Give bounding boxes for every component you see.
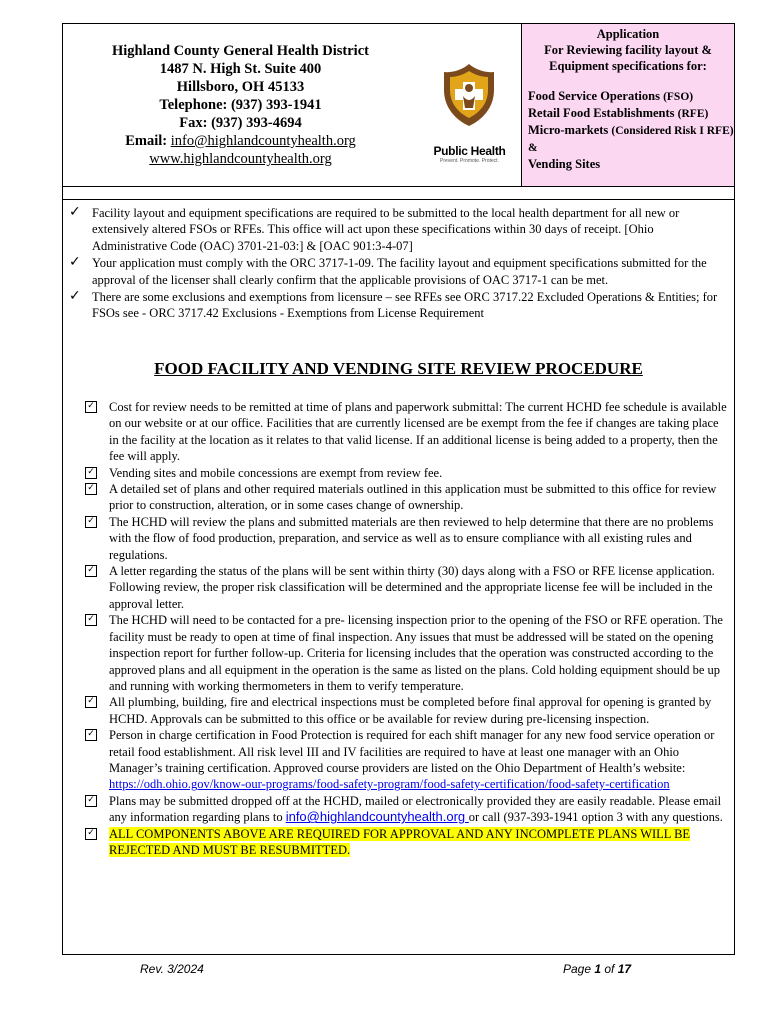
- submission-email-link[interactable]: info@highlandcountyhealth.org: [285, 809, 469, 825]
- requirements-checklist: [69, 205, 729, 323]
- checked-box-icon: ✓: [85, 696, 97, 708]
- checklist-item: ✓ Facility layout and equipment specifications are required to be submitted to the local health department for all new or extensively altered FSOs or RFEs. This office will act upon these specifications within 30 days of receipt. [Ohio Administrative Code (OAC) 3701-21-03:] & [OAC 901:3-4-07]: [69, 204, 680, 253]
- telephone: Telephone: (937) 393-1941: [159, 97, 322, 113]
- checklist-item: ✓ Your application must comply with the ORC 3717-1-09. The facility layout and equipment specifications submitted for the approval of the licenser shall clearly confirm that the applicable provisions of OAC 3717-1 can be met.: [69, 254, 707, 287]
- op-micromarkets: Micro-markets (Considered Risk I RFE) &: [528, 123, 734, 154]
- application-heading: Application For Reviewing facility layout & Equipment specifications for:: [544, 27, 712, 73]
- checked-box-icon: ✓: [85, 729, 97, 741]
- procedure-item-certification: ✓ Person in charge certification in Food Protection is required for each shift manager for any new food service operation or retail food establishment. All risk level III and IV facilities are required to have at least one manager with an Ohio Manager’s training certification. Approved course providers are listed on the Ohio Department of Health’s website: https://odh.ohio.gov/know-our-programs/food-safety-program/food-safety-certification/food-safety-certification: [85, 727, 730, 793]
- odh-certification-link[interactable]: https://odh.ohio.gov/know-our-programs/food-safety-program/food-safety-certification/food-safety-certification: [109, 777, 670, 792]
- header-table: [63, 24, 734, 187]
- operation-types: [522, 88, 734, 172]
- logo-tagline: Prevent. Promote. Protect.: [440, 158, 499, 164]
- procedure-title: FOOD FACILITY AND VENDING SITE REVIEW PROCEDURE: [154, 359, 643, 378]
- application-type-box: [521, 24, 734, 186]
- op-fso: Food Service Operations (FSO): [528, 89, 694, 103]
- document-page: [62, 23, 735, 955]
- checklist-item: ✓ There are some exclusions and exemptions from licensure – see RFEs see ORC 3717.22 Excluded Operations & Entities; for FSOs see - ORC 3717.42 Exclusions - Exemptions from License Requirement: [69, 288, 718, 321]
- checked-box-icon: ✓: [85, 614, 97, 626]
- op-rfe: Retail Food Establishments (RFE): [528, 106, 709, 120]
- procedure-item: ✓ A detailed set of plans and other required materials outlined in this application must be submitted to this office for review prior to construction, alteration, or in some cases change of ownership.: [85, 481, 730, 514]
- website-link[interactable]: www.highlandcountyhealth.org: [149, 151, 332, 167]
- agency-address-block: [63, 24, 418, 186]
- district-name: Highland County General Health District: [112, 43, 369, 59]
- page-number: Page 1 of 17: [563, 962, 632, 976]
- procedure-item-final: [85, 826, 730, 859]
- website-line: [149, 150, 331, 168]
- section-divider: [63, 199, 734, 200]
- public-health-logo: [418, 24, 521, 186]
- revision-date: Rev. 3/2024: [140, 962, 204, 976]
- logo-text: Public Health: [433, 144, 506, 158]
- checked-box-icon: ✓: [85, 516, 97, 528]
- checked-box-icon: ✓: [85, 795, 97, 807]
- checked-box-icon: ✓: [85, 467, 97, 479]
- checkmark-icon: ✓: [69, 254, 81, 271]
- checked-box-icon: ✓: [85, 565, 97, 577]
- email-link[interactable]: info@highlandcountyhealth.org: [170, 133, 356, 149]
- checked-box-icon: ✓: [85, 401, 97, 413]
- highlighted-warning: ALL COMPONENTS ABOVE ARE REQUIRED FOR APPROVAL AND ANY INCOMPLETE PLANS WILL BE REJECTED AND MUST BE RESUBMITTED.: [109, 826, 691, 857]
- city-address: Hillsboro, OH 45133: [176, 79, 305, 95]
- checkmark-icon: ✓: [69, 288, 81, 305]
- checked-box-icon: ✓: [85, 828, 97, 840]
- procedure-item: ✓ Vending sites and mobile concessions are exempt from review fee.: [85, 465, 730, 481]
- procedure-item-submission: ✓ Plans may be submitted dropped off at the HCHD, mailed or electronically provided they are easily readable. Please email any information regarding plans to info@highlandcountyhealth.org or call (937-393-1941 option 3 with any questions.: [85, 793, 730, 826]
- procedure-item: ✓ All plumbing, building, fire and electrical inspections must be completed before final approval for opening is granted by HCHD. Approvals can be submitted to this office or be available for review during pre-licensing inspection.: [85, 694, 730, 727]
- checkmark-icon: ✓: [69, 204, 81, 220]
- op-vending: Vending Sites: [528, 157, 601, 171]
- procedure-item: ✓ A letter regarding the status of the plans will be sent within thirty (30) days along with a FSO or RFE license application. Following review, the proper risk classification will be determined and the appropriate license fee will be included in the approval letter.: [85, 563, 730, 612]
- checked-box-icon: ✓: [85, 483, 97, 495]
- email-line: Email: info@highlandcountyhealth.org: [125, 133, 356, 149]
- procedure-list: [85, 399, 730, 858]
- procedure-item: ✓ The HCHD will need to be contacted for a pre- licensing inspection prior to the opening of the FSO or RFE operation. The facility must be ready to open at time of final inspection. Any issues that must be addressed will be stated on the opening inspection report for further follow-up. Criteria for licensing includes that the operation was constructed according to the approved plans and all equipment in the operation is the same as listed on the plans. Cold holding equipment should be up and running with working thermometers in them to verify temperature.: [85, 612, 730, 694]
- procedure-item: ✓ Cost for review needs to be remitted at time of plans and paperwork submittal: The current HCHD fee schedule is available on our website or at our office. Facilities that are currently licensed are be exempt from the fee if changes are taking place in the facility at the location as it relates to that valid license. If an additional license is being added to a property, then the fee will apply.: [85, 399, 730, 465]
- street-address: 1487 N. High St. Suite 400: [159, 61, 322, 77]
- fax: Fax: (937) 393-4694: [179, 115, 302, 131]
- procedure-item: ✓ The HCHD will review the plans and submitted materials are then reviewed to help determine that there are no problems with the flow of food production, preparation, and service as well as to ensure compliance with all existing rules and regulations.: [85, 514, 730, 563]
